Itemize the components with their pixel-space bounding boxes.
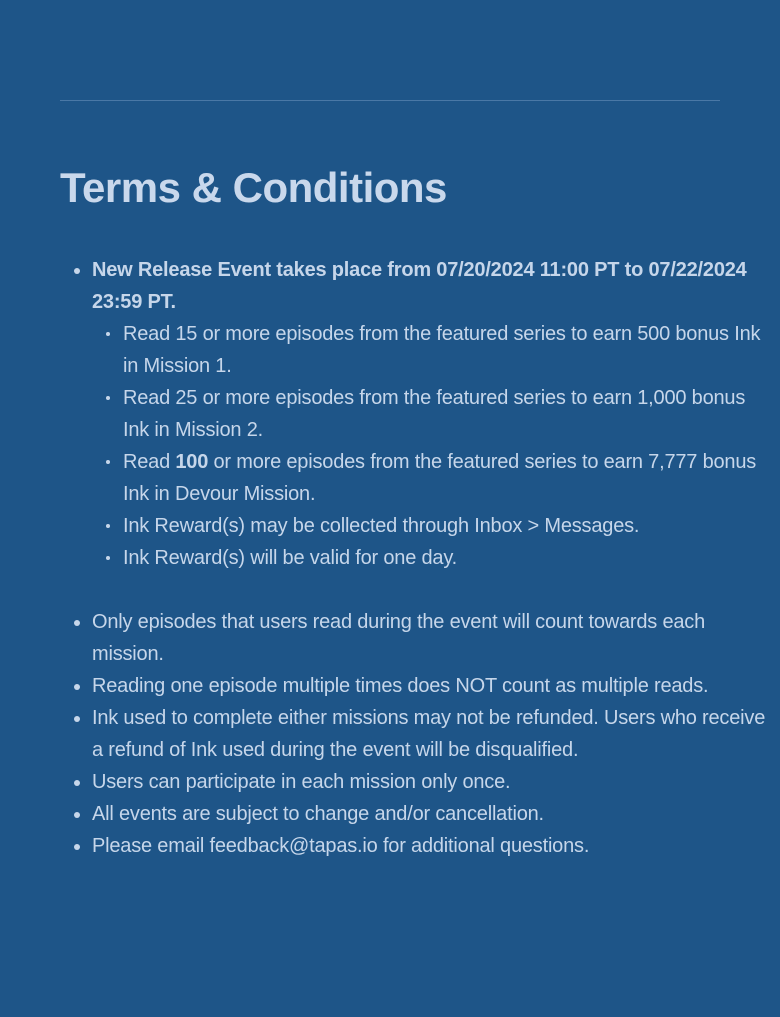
event-item: [92, 254, 772, 574]
reward-validity-item: Ink Reward(s) will be valid for one day.: [123, 542, 772, 574]
rule-item-eligible-episodes: • Only episodes that users read during the event will count towards each mission.: [92, 606, 772, 670]
section-divider: [60, 100, 720, 101]
mission-item-1: Read 15 or more episodes from the featured series to earn 500 bonus Ink in Mission 1.: [123, 318, 772, 382]
page-title: Terms & Conditions: [60, 164, 447, 211]
rule-item-refund: • Ink used to complete either missions may not be refunded. Users who receive a refund of Ink used during the event will be disqualified.: [92, 702, 772, 766]
mission-list: [92, 318, 772, 574]
mission-item-devour-count: 100: [175, 451, 209, 473]
terms-list: [60, 254, 772, 862]
mission-item-devour-prefix: Read: [123, 451, 176, 473]
event-headline: New Release Event takes place from 07/20/2024 11:00 PT to 07/22/2024 23:59 PT.: [92, 259, 747, 313]
mission-item-2: Read 25 or more episodes from the featured series to earn 1,000 bonus Ink in Mission 2.: [123, 382, 772, 446]
rule-item-multiple-reads: • Reading one episode multiple times does NOT count as multiple reads.: [92, 670, 772, 702]
rule-item-participation: • Users can participate in each mission only once.: [92, 766, 772, 798]
mission-item-devour-suffix: or more episodes from the featured series to earn 7,777 bonus Ink in Devour Mission.: [123, 451, 757, 505]
rule-item-contact: • Please email feedback@tapas.io for additional questions.: [92, 830, 772, 862]
mission-item-devour: [123, 446, 772, 510]
reward-collection-item: Ink Reward(s) may be collected through Inbox > Messages.: [123, 510, 772, 542]
rule-item-change: • All events are subject to change and/or cancellation.: [92, 798, 772, 830]
